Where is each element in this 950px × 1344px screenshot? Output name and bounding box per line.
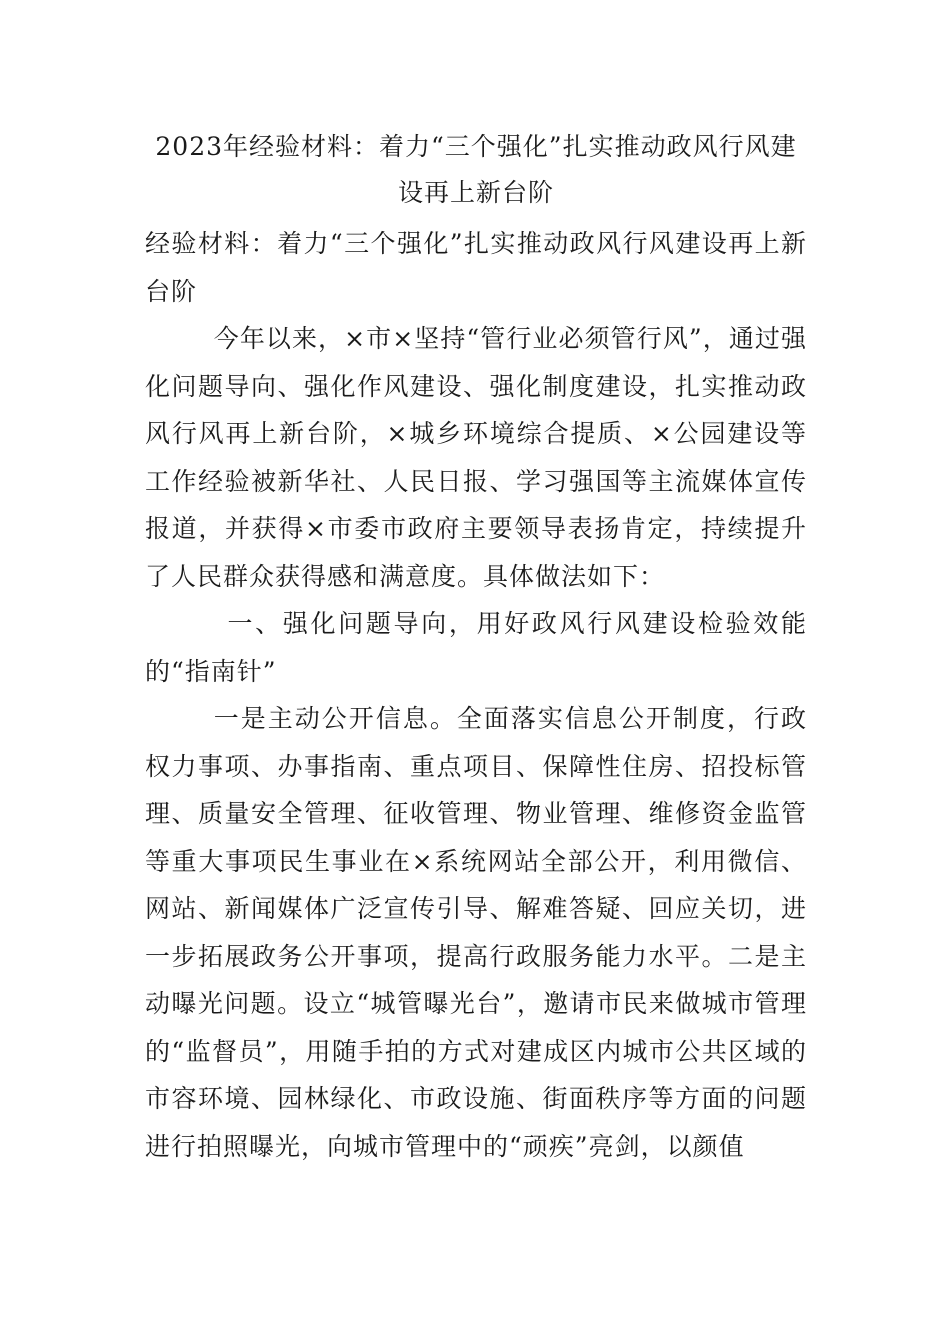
document-body [145,124,807,1170]
intro-paragraph: 今年以来，×市×坚持“管行业必须管行风”，通过强化问题导向、强化作风建设、强化制度建设，扎实推动政风行风再上新台阶，×城乡环境综合提质、×公园建设等工作经验被新华社、人民日报、学习强国等主流媒体宣传报道，并获得×市委市政府主要领导表扬肯定，持续提升了人民群众获得感和满意度。具体做法如下： [145,324,807,591]
document-title: 2023年经验材料：着力“三个强化”扎实推动政风行风建设再上新台阶 [155,132,797,207]
section-1-paragraph: 一是主动公开信息。全面落实信息公开制度，行政权力事项、办事指南、重点项目、保障性住房、招投标管理、质量安全管理、征收管理、物业管理、维修资金监管等重大事项民生事业在×系统网站全部公开，利用微信、网站、新闻媒体广泛宣传引导、解难答疑、回应关切，进一步拓展政务公开事项，提高行政服务能力水平。二是主动曝光问题。设立“城管曝光台”，邀请市民来做城市管理的“监督员”，用随手拍的方式对建成区内城市公共区域的市容环境、园林绿化、市政设施、街面秩序等方面的问题进行拍照曝光，向城市管理中的“顽疾”亮剑，以颜值 [145,704,807,1161]
section-1-heading: 一、强化问题导向，用好政风行风建设检验效能的“指南针” [145,609,807,686]
document-subtitle: 经验材料：着力“三个强化”扎实推动政风行风建设再上新台阶 [145,229,807,306]
